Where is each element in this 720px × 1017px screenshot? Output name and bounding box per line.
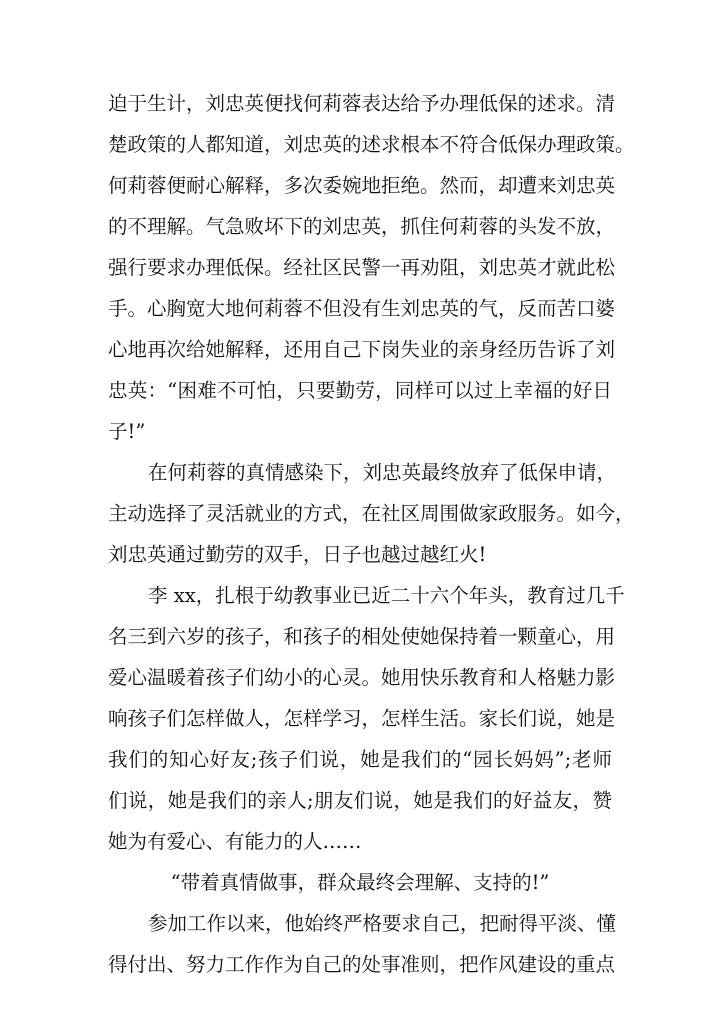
text-line: 她为有爱心、有能力的人…… (108, 830, 362, 853)
text-line: 我们的知心好友;孩子们说，她是我们的“园长妈妈”;老师 (108, 748, 612, 771)
text-line: 主动选择了灵活就业的方式，在社区周围做家政服务。如今， (108, 502, 635, 525)
text-line: 得付出、努力工作作为自己的处事准则，把作风建设的重点 (108, 953, 616, 976)
text-line: 们说，她是我们的亲人;朋友们说，她是我们的好益友，赞 (108, 789, 612, 812)
text-line: 名三到六岁的孩子，和孩子的相处使她保持着一颗童心，用 (108, 625, 616, 648)
text-line: 参加工作以来，他始终严格要求自己，把耐得平淡、懂 (148, 912, 617, 935)
text-line: 迫于生计，刘忠英便找何莉蓉表达给予办理低保的述求。清 (108, 92, 616, 115)
text-line: 手。心胸宽大地何莉蓉不但没有生刘忠英的气，反而苦口婆 (108, 297, 616, 320)
text-line: 何莉蓉便耐心解释，多次委婉地拒绝。然而，却遭来刘忠英 (108, 174, 616, 197)
text-line: 的不理解。气急败坏下的刘忠英，抓住何莉蓉的头发不放， (108, 215, 616, 238)
text-line: 忠英：“困难不可怕，只要勤劳，同样可以过上幸福的好日 (108, 379, 612, 402)
text-line: 响孩子们怎样做人，怎样学习，怎样生活。家长们说，她是 (108, 707, 616, 730)
quote-line: “带着真情做事，群众最终会理解、支持的!” (170, 871, 550, 894)
text-line: 心地再次给她解释，还用自己下岗失业的亲身经历告诉了刘 (108, 338, 616, 361)
text-line: 李 xx，扎根于幼教事业已近二十六个年头，教育过几千 (148, 584, 625, 607)
text-line: 在何莉蓉的真情感染下，刘忠英最终放弃了低保申请， (148, 461, 617, 484)
text-line: 楚政策的人都知道，刘忠英的述求根本不符合低保办理政策。 (108, 133, 635, 156)
text-line: 子!” (108, 420, 146, 443)
text-line: 强行要求办理低保。经社区民警一再劝阻，刘忠英才就此松 (108, 256, 616, 279)
text-line: 爱心温暖着孩子们幼小的心灵。她用快乐教育和人格魅力影 (108, 666, 616, 689)
text-line: 刘忠英通过勤劳的双手，日子也越过越红火! (108, 543, 487, 566)
